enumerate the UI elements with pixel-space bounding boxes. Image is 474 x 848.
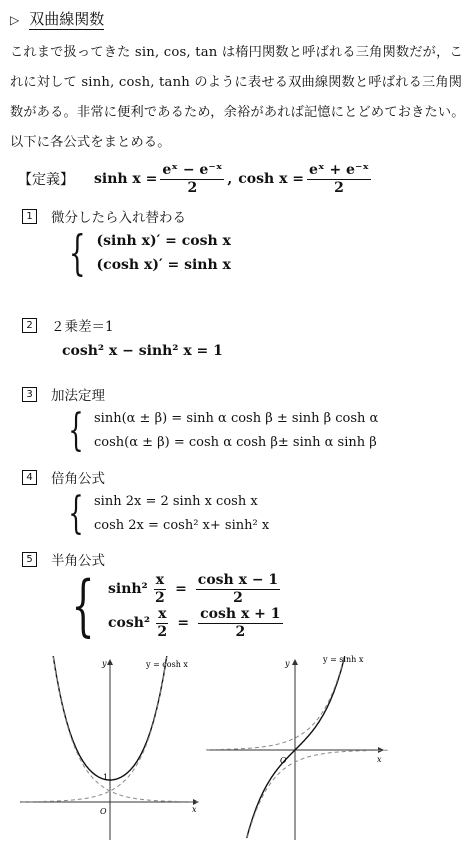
origin-label: O <box>280 756 287 765</box>
section-3-system <box>62 407 378 455</box>
left-brace-icon: { <box>71 566 95 644</box>
frac-num: x <box>155 571 165 588</box>
half-angle-rhs <box>196 573 280 606</box>
definition-block <box>18 162 374 196</box>
formula-line: sinh 2x = 2 sinh x cosh x <box>94 494 258 509</box>
cosh-lhs: cosh x = <box>238 171 305 187</box>
section-1-heading <box>22 206 186 226</box>
sinh-denominator: 2 <box>187 179 198 196</box>
section-number-box: 5 <box>22 552 37 567</box>
half-angle-row <box>108 606 286 640</box>
section-title: 微分したら入れ替わる <box>51 210 186 226</box>
left-brace-icon: { <box>68 405 84 457</box>
section-5-system <box>62 566 286 644</box>
curve-label: y = sinh x <box>323 655 364 664</box>
section-1-system <box>62 224 231 281</box>
half-exp-curve <box>205 656 344 750</box>
section-2-heading <box>22 315 114 335</box>
half-angle-lhs: sinh² <box>108 581 148 597</box>
intro-paragraph: これまで扱ってきた sin, cos, tan は楕円関数と呼ばれる三角関数だが，これに対して sinh, cosh, tanh のように表せる双曲線関数と呼ばれる三角関数がある。非常に便利であるため，余裕があれば記憶にとどめておきたい。以下に各公式をまとめる。 <box>10 45 465 150</box>
formula-line: cosh(α ± β) = cosh α cosh β± sinh α sinh β <box>94 435 377 450</box>
equals-sign: = <box>175 581 187 597</box>
section-title: 倍角公式 <box>51 471 105 487</box>
title-text: 双曲線関数 <box>29 10 105 28</box>
sinh-graph <box>205 652 390 842</box>
triangle-marker-icon: ▷ <box>10 13 20 27</box>
neg-half-exp-curve <box>247 750 390 837</box>
section-3-heading <box>22 384 105 404</box>
frac-den: 2 <box>157 623 168 640</box>
page-title <box>10 8 104 29</box>
curve-label: y = cosh x <box>146 660 188 669</box>
frac-num: cosh x − 1 <box>197 571 279 588</box>
half-exp-curve <box>22 657 167 802</box>
section-title: ２乗差＝1 <box>51 319 114 335</box>
cosh-numerator: eˣ + e⁻ˣ <box>309 161 370 178</box>
cosh-fraction <box>307 163 371 196</box>
sinh-lhs: sinh x = <box>94 171 158 187</box>
section-number-box: 1 <box>22 209 37 224</box>
frac-den: 2 <box>155 589 165 606</box>
y-axis-label: y <box>285 659 290 668</box>
definition-label: 【定義】 <box>18 172 74 188</box>
half-angle-row <box>108 572 286 606</box>
section-title: 加法定理 <box>51 388 105 404</box>
left-brace-icon: { <box>68 224 86 281</box>
frac-num: cosh x + 1 <box>200 605 281 622</box>
frac-num: x <box>158 605 167 622</box>
sinh-curve <box>247 656 345 838</box>
cosh-graph <box>20 652 205 842</box>
cosh-denominator: 2 <box>334 179 344 196</box>
formula-line: sinh(α ± β) = sinh α cosh β ± sinh β cosh α <box>94 411 379 426</box>
section-title: 半角公式 <box>51 553 105 569</box>
half-angle-lhs: cosh² <box>108 615 151 631</box>
frac-den: 2 <box>233 589 243 606</box>
formula-line: (sinh x)′ = cosh x <box>96 233 231 249</box>
section-number-box: 2 <box>22 318 37 333</box>
formula-line: cosh² x − sinh² x = 1 <box>62 343 223 359</box>
definition-sep: , <box>227 171 233 187</box>
sinh-fraction <box>160 163 224 196</box>
x-axis-label: x <box>192 805 197 814</box>
left-brace-icon: { <box>68 488 84 540</box>
section-number-box: 3 <box>22 387 37 402</box>
frac-den: 2 <box>235 623 246 640</box>
half-angle-arg <box>154 573 166 606</box>
x-axis-label: x <box>377 755 382 764</box>
half-angle-rhs <box>198 607 282 640</box>
section-4-system <box>62 490 269 538</box>
origin-label: O <box>100 807 107 816</box>
section-number-box: 4 <box>22 470 37 485</box>
sinh-numerator: eˣ − e⁻ˣ <box>162 161 223 178</box>
formula-line: cosh 2x = cosh² x+ sinh² x <box>94 518 270 533</box>
equals-sign: = <box>177 615 190 631</box>
tick-label: 1 <box>103 773 109 782</box>
section-4-heading <box>22 467 105 487</box>
formula-line: (cosh x)′ = sinh x <box>96 257 231 273</box>
half-angle-arg <box>156 607 168 640</box>
y-axis-label: y <box>102 659 107 668</box>
